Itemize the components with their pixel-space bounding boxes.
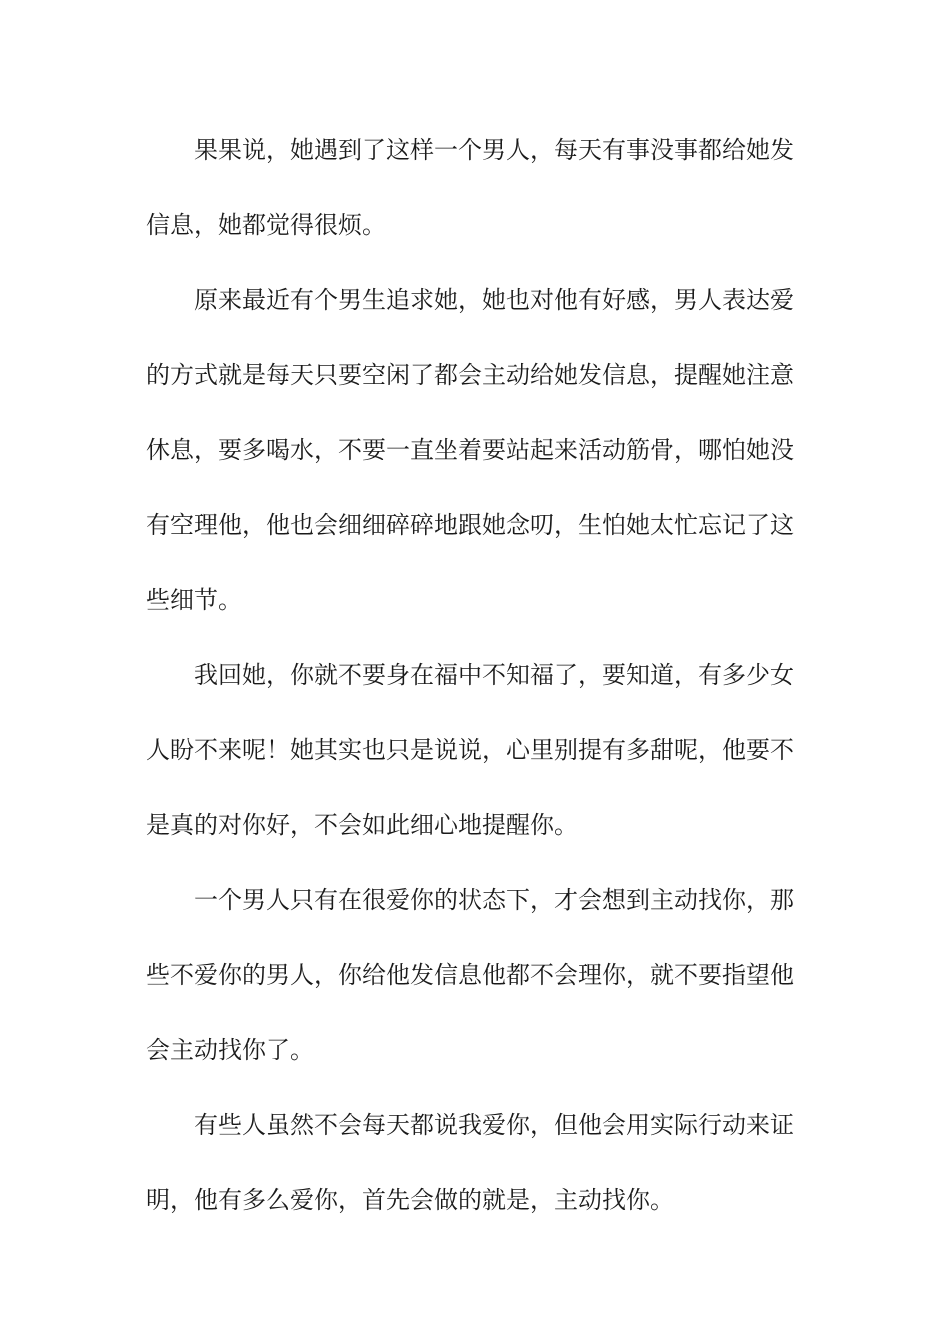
paragraph [146, 872, 792, 1097]
text-line: 些细节。 [146, 586, 242, 614]
text-line: 有空理他，他也会细细碎碎地跟她念叨，生怕她太忙忘记了这 [146, 511, 794, 539]
text-line: 是真的对你好，不会如此细心地提醒你。 [146, 811, 578, 839]
paragraph [146, 272, 792, 647]
text-line: 人盼不来呢！她其实也只是说说，心里别提有多甜呢，他要不 [146, 736, 794, 764]
paragraph [146, 647, 792, 872]
text-line: 休息，要多喝水，不要一直坐着要站起来活动筋骨，哪怕她没 [146, 436, 794, 464]
body-text [146, 122, 792, 1247]
text-line: 明，他有多么爱你，首先会做的就是，主动找你。 [146, 1186, 674, 1214]
text-line: 果果说，她遇到了这样一个男人，每天有事没事都给她发 [194, 136, 794, 164]
text-line: 会主动找你了。 [146, 1036, 314, 1064]
text-line: 一个男人只有在很爱你的状态下，才会想到主动找你，那 [194, 886, 794, 914]
paragraph [146, 1097, 792, 1247]
paragraph [146, 122, 792, 272]
text-line: 原来最近有个男生追求她，她也对他有好感，男人表达爱 [194, 286, 794, 314]
text-line: 有些人虽然不会每天都说我爱你，但他会用实际行动来证 [194, 1111, 794, 1139]
text-line: 信息，她都觉得很烦。 [146, 211, 386, 239]
text-line: 我回她，你就不要身在福中不知福了，要知道，有多少女 [194, 661, 794, 689]
text-line: 些不爱你的男人，你给他发信息他都不会理你，就不要指望他 [146, 961, 794, 989]
text-line: 的方式就是每天只要空闲了都会主动给她发信息，提醒她注意 [146, 361, 794, 389]
